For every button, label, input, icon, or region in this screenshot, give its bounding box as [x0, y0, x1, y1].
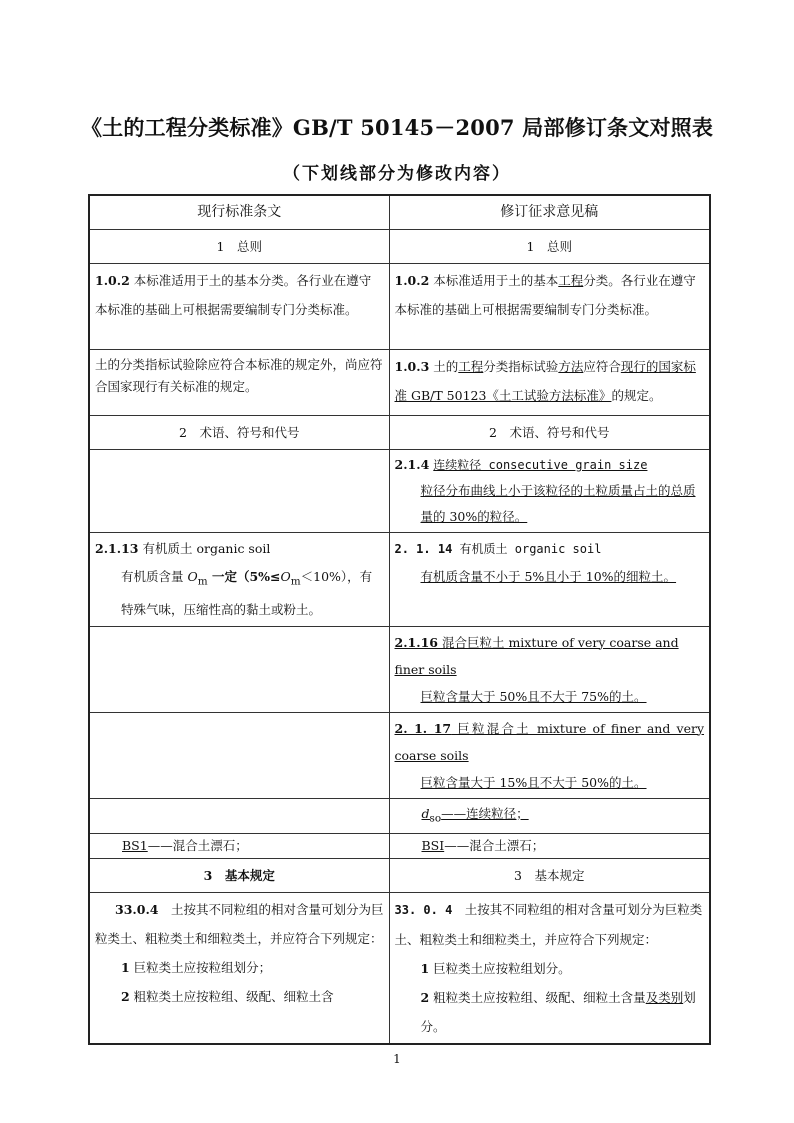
list-item: [95, 953, 384, 982]
document-title: 《土的工程分类标准》GB/T 50145－2007 局部修订条文对照表: [80, 115, 714, 140]
clause-number: 1.0.3: [394, 359, 430, 374]
clause-text: 分类。各行业在遵守本标准的基础上可根据需要编制专门分类标准。: [394, 273, 696, 317]
revised-definition: 粒径分布曲线上小于该粒径的土粒质量占土的总质量的 30%的粒径。: [420, 483, 696, 524]
item-text: 划分。: [420, 990, 696, 1034]
clause-2-1-16-revised: [389, 626, 710, 712]
item-text: 粗粒类土应按粒组、级配、细粒土含: [129, 989, 334, 1004]
clause-number: 2.1.4: [394, 457, 430, 472]
empty-cell: [89, 626, 389, 712]
symbol-subscript: m: [290, 575, 301, 588]
table-row: [89, 450, 710, 533]
table-row: [89, 834, 710, 859]
clause-term: 有机质土 organic soil: [138, 541, 271, 556]
code-text: ——混合土漂石；: [147, 838, 248, 853]
header-current-standard: 现行标准条文: [89, 195, 389, 230]
clause-text: 土按其不同粒组的相对含量可划分为巨粒类土、粗粒类土和细粒类土，并应符合下列规定：: [95, 902, 384, 946]
symbol-subscript: m: [197, 575, 208, 588]
table-row: [89, 626, 710, 712]
definition-text: 一定（5%≤: [207, 569, 281, 584]
clause-number: 33. 0. 4: [394, 903, 453, 917]
revised-text: 及类别: [645, 990, 684, 1005]
clause-text: 分类指标试验: [483, 359, 559, 374]
section-title-left: 1 总则: [89, 230, 389, 264]
empty-cell: [89, 798, 389, 834]
revised-definition: 有机质含量不小于 5%且小于 10%的细粒土。: [420, 569, 677, 584]
code: BS1: [122, 838, 148, 853]
item-number: 1: [121, 960, 130, 975]
symbol-d50-revised: [389, 798, 710, 834]
revised-text: 工程: [458, 359, 484, 374]
clause-text: 本标准适用于土的基本: [429, 273, 559, 288]
section-title-left: 3 基本规定: [89, 859, 389, 893]
list-item: [395, 983, 705, 1041]
clause-number: 1.0.2: [95, 273, 130, 288]
clause-1-0-3-revised: [389, 350, 710, 416]
section-title-left: 2 术语、符号和代号: [89, 416, 389, 450]
table-header-row: [89, 195, 710, 230]
clause-2-1-13-current: [89, 533, 389, 627]
revised-text: 现行的国家标准 GB/T 50123《土工试验方法标准》: [394, 359, 696, 403]
revised-text: 连续粒径 consecutive grain size: [433, 458, 648, 472]
item-text: 巨粒类土应按粒组划分。: [429, 961, 571, 976]
clause-number: 1.0.2: [394, 273, 430, 288]
clause-term: 巨粒混合土 mixture of finer and very coarse soils: [394, 720, 705, 763]
section-row-basic: [89, 859, 710, 893]
list-item: [95, 982, 384, 1011]
revised-definition: 巨粒含量大于 15%且不大于 50%的土。: [420, 774, 647, 790]
section-row-terms: [89, 416, 710, 450]
section-title-right: 3 基本规定: [389, 859, 710, 893]
clause-text: 本标准适用于土的基本分类。各行业在遵守本标准的基础上可根据需要编制专门分类标准。: [95, 273, 372, 317]
clause-number: 2. 1. 17: [394, 720, 452, 736]
clause-2-1-17-revised: [389, 712, 710, 798]
code-bs1-current: [89, 834, 389, 859]
clause-term: 有机质土 organic soil: [452, 542, 602, 556]
clause-term: 混合巨粒土 mixture of very coarse and finer soils: [394, 634, 679, 677]
section-title-right: 1 总则: [389, 230, 710, 264]
section-row-general: [89, 230, 710, 264]
revised-term: [395, 635, 679, 677]
table-row: [89, 798, 710, 834]
definition-text: ＜10%），有特殊气味，压缩性高的黏土或粉土。: [121, 569, 373, 617]
revised-definition: 巨粒含量大于 50%且不大于 75%的土。: [420, 688, 647, 704]
comparison-table: [88, 194, 711, 1045]
clause-2-1-14-revised: [389, 533, 710, 627]
symbol-subscript: so: [429, 812, 442, 824]
clause-1-0-3-current: [89, 350, 389, 416]
revised-text: 工程: [558, 273, 584, 288]
clause-number: 33.0.4: [115, 902, 159, 917]
table-row: [89, 350, 710, 416]
item-text: 巨粒类土应按粒组划分；: [129, 960, 272, 975]
clause-number: 2.1.13: [95, 541, 139, 556]
clause-text: 应符合: [583, 359, 621, 374]
code: BSI: [421, 838, 445, 853]
item-number: 2: [121, 989, 130, 1004]
table-row: [89, 264, 710, 350]
symbol: O: [187, 569, 198, 584]
revised-symbol: [421, 805, 529, 824]
clause-3-0-4-revised: [389, 893, 710, 1045]
empty-cell: [89, 450, 389, 533]
revised-text: 方法: [558, 359, 584, 374]
clause-number: 2. 1. 14: [394, 542, 453, 556]
table-row: [89, 893, 710, 1045]
definition-text: 有机质含量: [121, 569, 188, 584]
list-item: [395, 954, 705, 983]
clause-1-0-2-revised: [389, 264, 710, 350]
item-text: 粗粒类土应按粒组、级配、细粒土含量: [429, 990, 646, 1005]
clause-text: 土的分类指标试验除应符合本标准的规定外，尚应符合国家现行有关标准的规定。: [95, 357, 383, 394]
clause-3-0-4-current: [89, 893, 389, 1045]
table-row: [89, 533, 710, 627]
header-revision-draft: 修订征求意见稿: [389, 195, 710, 230]
clause-2-1-4-revised: [389, 450, 710, 533]
item-number: 2: [420, 990, 430, 1005]
symbol: d: [421, 805, 430, 821]
empty-cell: [89, 712, 389, 798]
symbol-text: ——连续粒径；: [441, 805, 529, 821]
code-text: ——混合土漂石；: [444, 838, 545, 853]
code-bsi-revised: [389, 834, 710, 859]
clause-1-0-2-current: [89, 264, 389, 350]
symbol: O: [280, 569, 291, 584]
revised-term: [395, 721, 705, 763]
clause-definition: [95, 563, 384, 624]
clause-text: 的规定。: [611, 388, 662, 403]
clause-text: 土的: [429, 359, 459, 374]
page-number: 1: [393, 1052, 401, 1066]
clause-number: 2.1.16: [394, 634, 438, 650]
document-subtitle: （下划线部分为修改内容）: [283, 164, 511, 184]
section-title-right: 2 术语、符号和代号: [389, 416, 710, 450]
table-row: [89, 712, 710, 798]
clause-text: 土按其不同粒组的相对含量可划分为巨粒类土、粗粒类土和细粒类土，并应符合下列规定：: [394, 902, 703, 947]
item-number: 1: [420, 961, 430, 976]
